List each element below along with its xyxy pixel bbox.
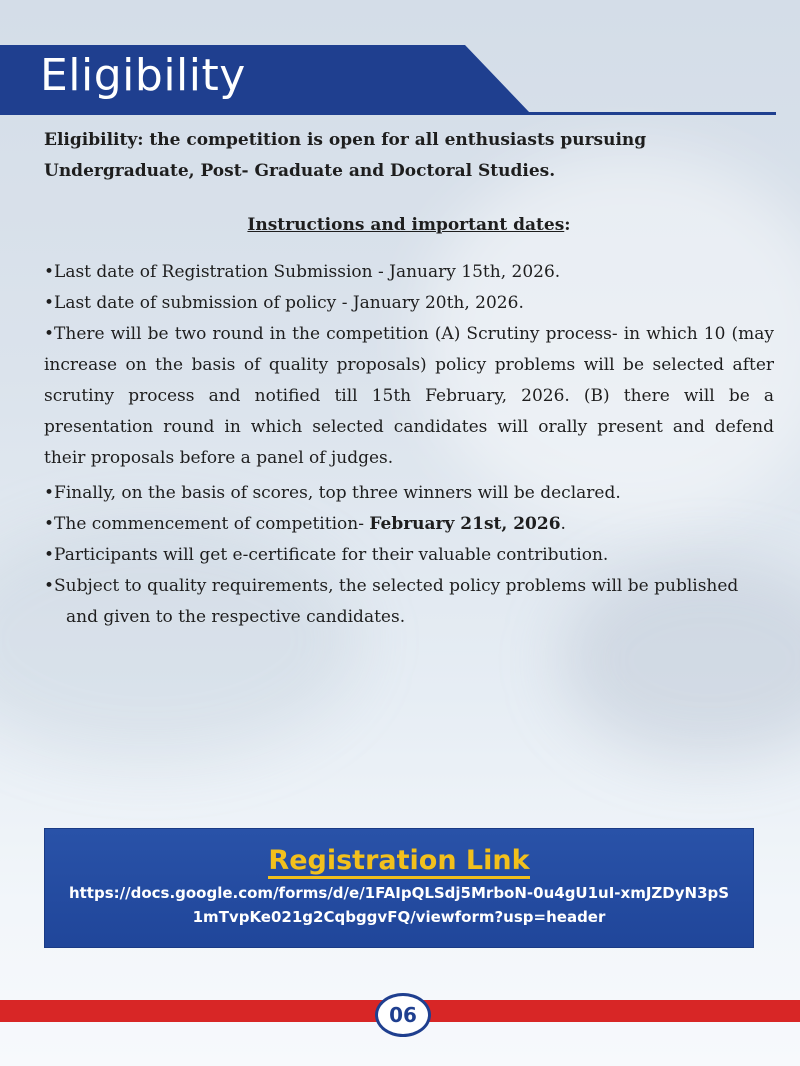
instructions-heading-text: Instructions and important dates xyxy=(247,215,565,235)
registration-title-text: Registration Link xyxy=(268,846,529,879)
list-item-policy-date: •Last date of submission of policy - January 20th, 2026. xyxy=(44,293,524,313)
eligibility-line-1: Eligibility: the competition is open for all enthusiasts pursuing xyxy=(44,130,647,150)
list-item-commencement xyxy=(44,509,774,540)
list-item-registration-date: •Last date of Registration Submission - January 15th, 2026. xyxy=(44,262,561,282)
registration-link[interactable]: https://docs.google.com/forms/d/e/1FAIpQLSdj5MrboN-0u4gU1uI-xmJZDyN3pS1mTvpKe021g2CqbggvFQ/viewform?usp=header xyxy=(68,884,730,926)
registration-panel xyxy=(45,829,753,947)
list-item-certificate: •Participants will get e-certificate for their valuable contribution. xyxy=(44,545,609,565)
commencement-date: February 21st, 2026 xyxy=(369,514,561,534)
header-underline xyxy=(0,112,776,115)
registration-title xyxy=(45,844,753,879)
list-item-publication: •Subject to quality requirements, the selected policy problems will be published and given to the respective candidates. xyxy=(44,576,739,627)
list-item-winners: •Finally, on the basis of scores, top three winners will be declared. xyxy=(44,483,621,503)
instructions-list xyxy=(44,257,774,633)
instructions-heading-colon: : xyxy=(564,215,571,235)
eligibility-statement xyxy=(44,125,774,187)
page-number-badge: 06 xyxy=(375,993,431,1037)
eligibility-line-2: Undergraduate, Post- Graduate and Doctoral Studies. xyxy=(44,161,556,181)
list-item-rounds: •There will be two round in the competition (A) Scrutiny process- in which 10 (may increase on the basis of quality proposals) policy problems will be selected after scrutiny process and notified till 15th February, 2026. (B) there will be a presentation round in which selected candidates will orally present and defend their proposals before a panel of judges. xyxy=(44,324,774,468)
commencement-period: . xyxy=(560,514,566,534)
instructions-heading xyxy=(44,213,774,237)
page-title: Eligibility xyxy=(40,50,246,101)
commencement-label: •The commencement of competition- xyxy=(44,514,370,534)
main-content xyxy=(44,125,774,633)
